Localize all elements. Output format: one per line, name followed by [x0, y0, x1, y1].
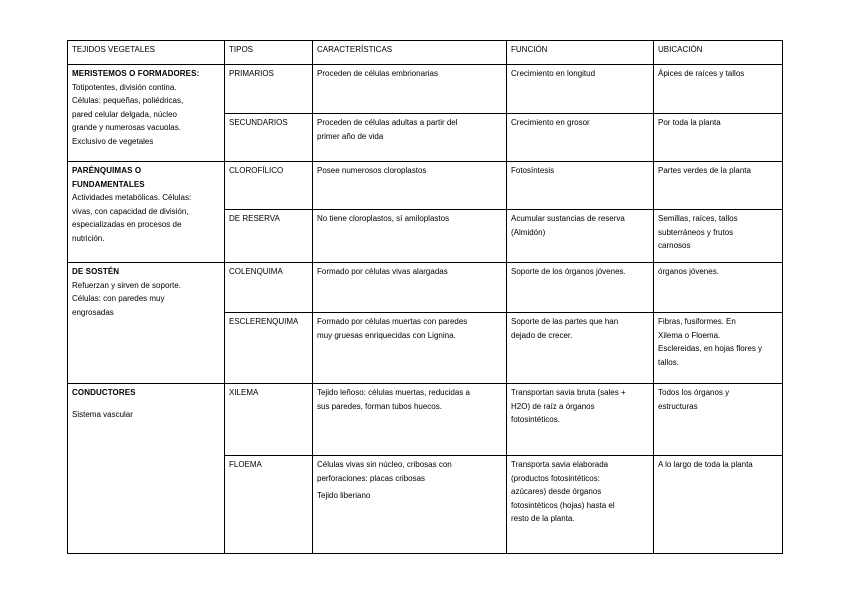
ubicacion-cell [654, 162, 783, 210]
ubicacion-cell [654, 313, 783, 384]
cell-line: estructuras [658, 401, 698, 411]
group-desc-line: Sistema vascular [72, 409, 133, 419]
cell-line: Partes verdes de la planta [658, 166, 751, 175]
cell-line: Células vivas sin núcleo, cribosas con [317, 460, 452, 469]
group-desc-line: engrosadas [72, 307, 114, 317]
cell-line: Todos los órganos y [658, 388, 730, 397]
funcion-cell [507, 162, 654, 210]
cell-line: Fotosíntesis [511, 166, 555, 175]
caracteristicas-cell [313, 384, 507, 456]
ubicacion-cell [654, 65, 783, 114]
cell-line: resto de la planta. [511, 514, 575, 523]
group-desc-line: Células: con paredes muy [72, 294, 165, 303]
tipo-cell: FLOEMA [225, 456, 313, 554]
group-name: DE SOSTÉN [72, 267, 120, 276]
cell-line: A lo largo de toda la planta [658, 460, 753, 469]
group-desc-line: nutrición. [72, 233, 105, 243]
cell-line: órganos jóvenes. [658, 267, 719, 276]
group-desc-line: Células: pequeñas, poliédricas, [72, 96, 184, 105]
table-row [68, 263, 783, 313]
caracteristicas-cell [313, 162, 507, 210]
cell-line: (productos fotosintéticos: [511, 473, 600, 483]
group-desc-line: vivas, con capacidad de división, [72, 206, 189, 216]
tipo-cell: CLOROFÍLICO [225, 162, 313, 210]
cell-line: No tiene cloroplastos, sí amiloplastos [317, 214, 450, 223]
cell-line: subterráneos y frutos [658, 227, 734, 237]
tejidos-vegetales-table [67, 40, 783, 554]
group-desc-line: Exclusivo de vegetales [72, 136, 154, 146]
cell-line: Crecimiento en grosor [511, 118, 590, 127]
group-cell-parenquimas [68, 162, 225, 263]
funcion-cell [507, 456, 654, 554]
group-desc-line: pared celular delgada, núcleo [72, 109, 177, 119]
caracteristicas-cell [313, 263, 507, 313]
cell-line: Acumular sustancias de reserva [511, 214, 625, 223]
ubicacion-cell [654, 210, 783, 263]
header-tipos: TIPOS [225, 41, 313, 65]
cell-line: tallos. [658, 357, 679, 367]
header-funcion: FUNCIÓN [507, 41, 654, 65]
cell-line: primer año de vida [317, 131, 384, 141]
tipo-cell: SECUNDARIOS [225, 114, 313, 162]
cell-line: fotosintéticos. [511, 415, 560, 424]
funcion-cell [507, 65, 654, 114]
cell-line: Soporte de los órganos jóvenes. [511, 267, 626, 276]
cell-line: Proceden de células embrionarias [317, 69, 438, 78]
funcion-cell [507, 313, 654, 384]
group-name: MERISTEMOS O FORMADORES: [72, 69, 200, 78]
table-row [68, 384, 783, 456]
cell-line: carnosos [658, 241, 691, 250]
group-desc-line: Actividades metabólicas. Células: [72, 193, 192, 202]
funcion-cell [507, 210, 654, 263]
header-ubicacion: UBICACIÓN [654, 41, 783, 65]
caracteristicas-cell [313, 456, 507, 554]
cell-line: Tejido liberiano [317, 491, 371, 500]
cell-line: azúcares) desde órganos [511, 487, 602, 496]
cell-line: Soporte de las partes que han [511, 317, 619, 326]
cell-line: Posee numerosos cloroplastos [317, 166, 427, 175]
ubicacion-cell [654, 114, 783, 162]
ubicacion-cell [654, 384, 783, 456]
caracteristicas-cell [313, 313, 507, 384]
caracteristicas-cell [313, 65, 507, 114]
cell-line: Tejido leñoso: células muertas, reducidas a [317, 388, 470, 397]
cell-line: H2O) de raíz a órganos [511, 401, 595, 411]
cell-line: (Almidón) [511, 227, 546, 237]
group-cell-meristemos [68, 65, 225, 162]
cell-line: Por toda la planta [658, 118, 721, 127]
cell-line: perforaciones: placas cribosas [317, 473, 426, 483]
caracteristicas-cell [313, 210, 507, 263]
tipo-cell: DE RESERVA [225, 210, 313, 263]
cell-line: Esclereidas, en hojas flores y [658, 344, 763, 353]
cell-line: Ápices de raíces y tallos [658, 69, 745, 78]
group-desc-line: especializadas en procesos de [72, 220, 182, 229]
group-desc-line: Refuerzan y sirven de soporte. [72, 280, 181, 290]
ubicacion-cell [654, 456, 783, 554]
header-row [68, 41, 783, 65]
table-row [68, 65, 783, 114]
group-desc-line: grande y numerosas vacuolas. [72, 123, 181, 132]
cell-line: Transportan savia bruta (sales + [511, 388, 626, 397]
funcion-cell [507, 384, 654, 456]
group-name: PARÉNQUIMAS O [72, 166, 142, 175]
tipo-cell: ESCLERENQUIMA [225, 313, 313, 384]
tipo-cell: COLENQUIMA [225, 263, 313, 313]
table-row [68, 162, 783, 210]
header-caracteristicas: CARACTERÍSTICAS [313, 41, 507, 65]
caracteristicas-cell [313, 114, 507, 162]
ubicacion-cell [654, 263, 783, 313]
cell-line: Xilema o Floema. [658, 330, 721, 340]
cell-line: Formado por células vivas alargadas [317, 267, 448, 276]
group-desc-line: Totipotentes, división contina. [72, 82, 177, 92]
cell-line: fotosintéticos (hojas) hasta el [511, 500, 615, 510]
funcion-cell [507, 263, 654, 313]
cell-line: Crecimiento en longitud [511, 69, 596, 78]
group-name: CONDUCTORES [72, 388, 136, 397]
cell-line: Fibras, fusiformes. En [658, 317, 736, 326]
group-cell-conductores [68, 384, 225, 554]
cell-line: Transporta savia elaborada [511, 460, 609, 469]
header-tejidos: TEJIDOS VEGETALES [68, 41, 225, 65]
funcion-cell [507, 114, 654, 162]
cell-line: Semillas, raíces, tallos [658, 214, 738, 223]
cell-line: Proceden de células adultas a partir del [317, 118, 458, 127]
group-name: FUNDAMENTALES [72, 179, 145, 189]
cell-line: muy gruesas enriquecidas con Lignina. [317, 330, 456, 340]
cell-line: dejado de crecer. [511, 330, 573, 340]
cell-line: sus paredes, forman tubos huecos. [317, 401, 442, 411]
group-cell-sosten [68, 263, 225, 384]
tipo-cell: PRIMARIOS [225, 65, 313, 114]
cell-line: Formado por células muertas con paredes [317, 317, 468, 326]
tipo-cell: XILEMA [225, 384, 313, 456]
